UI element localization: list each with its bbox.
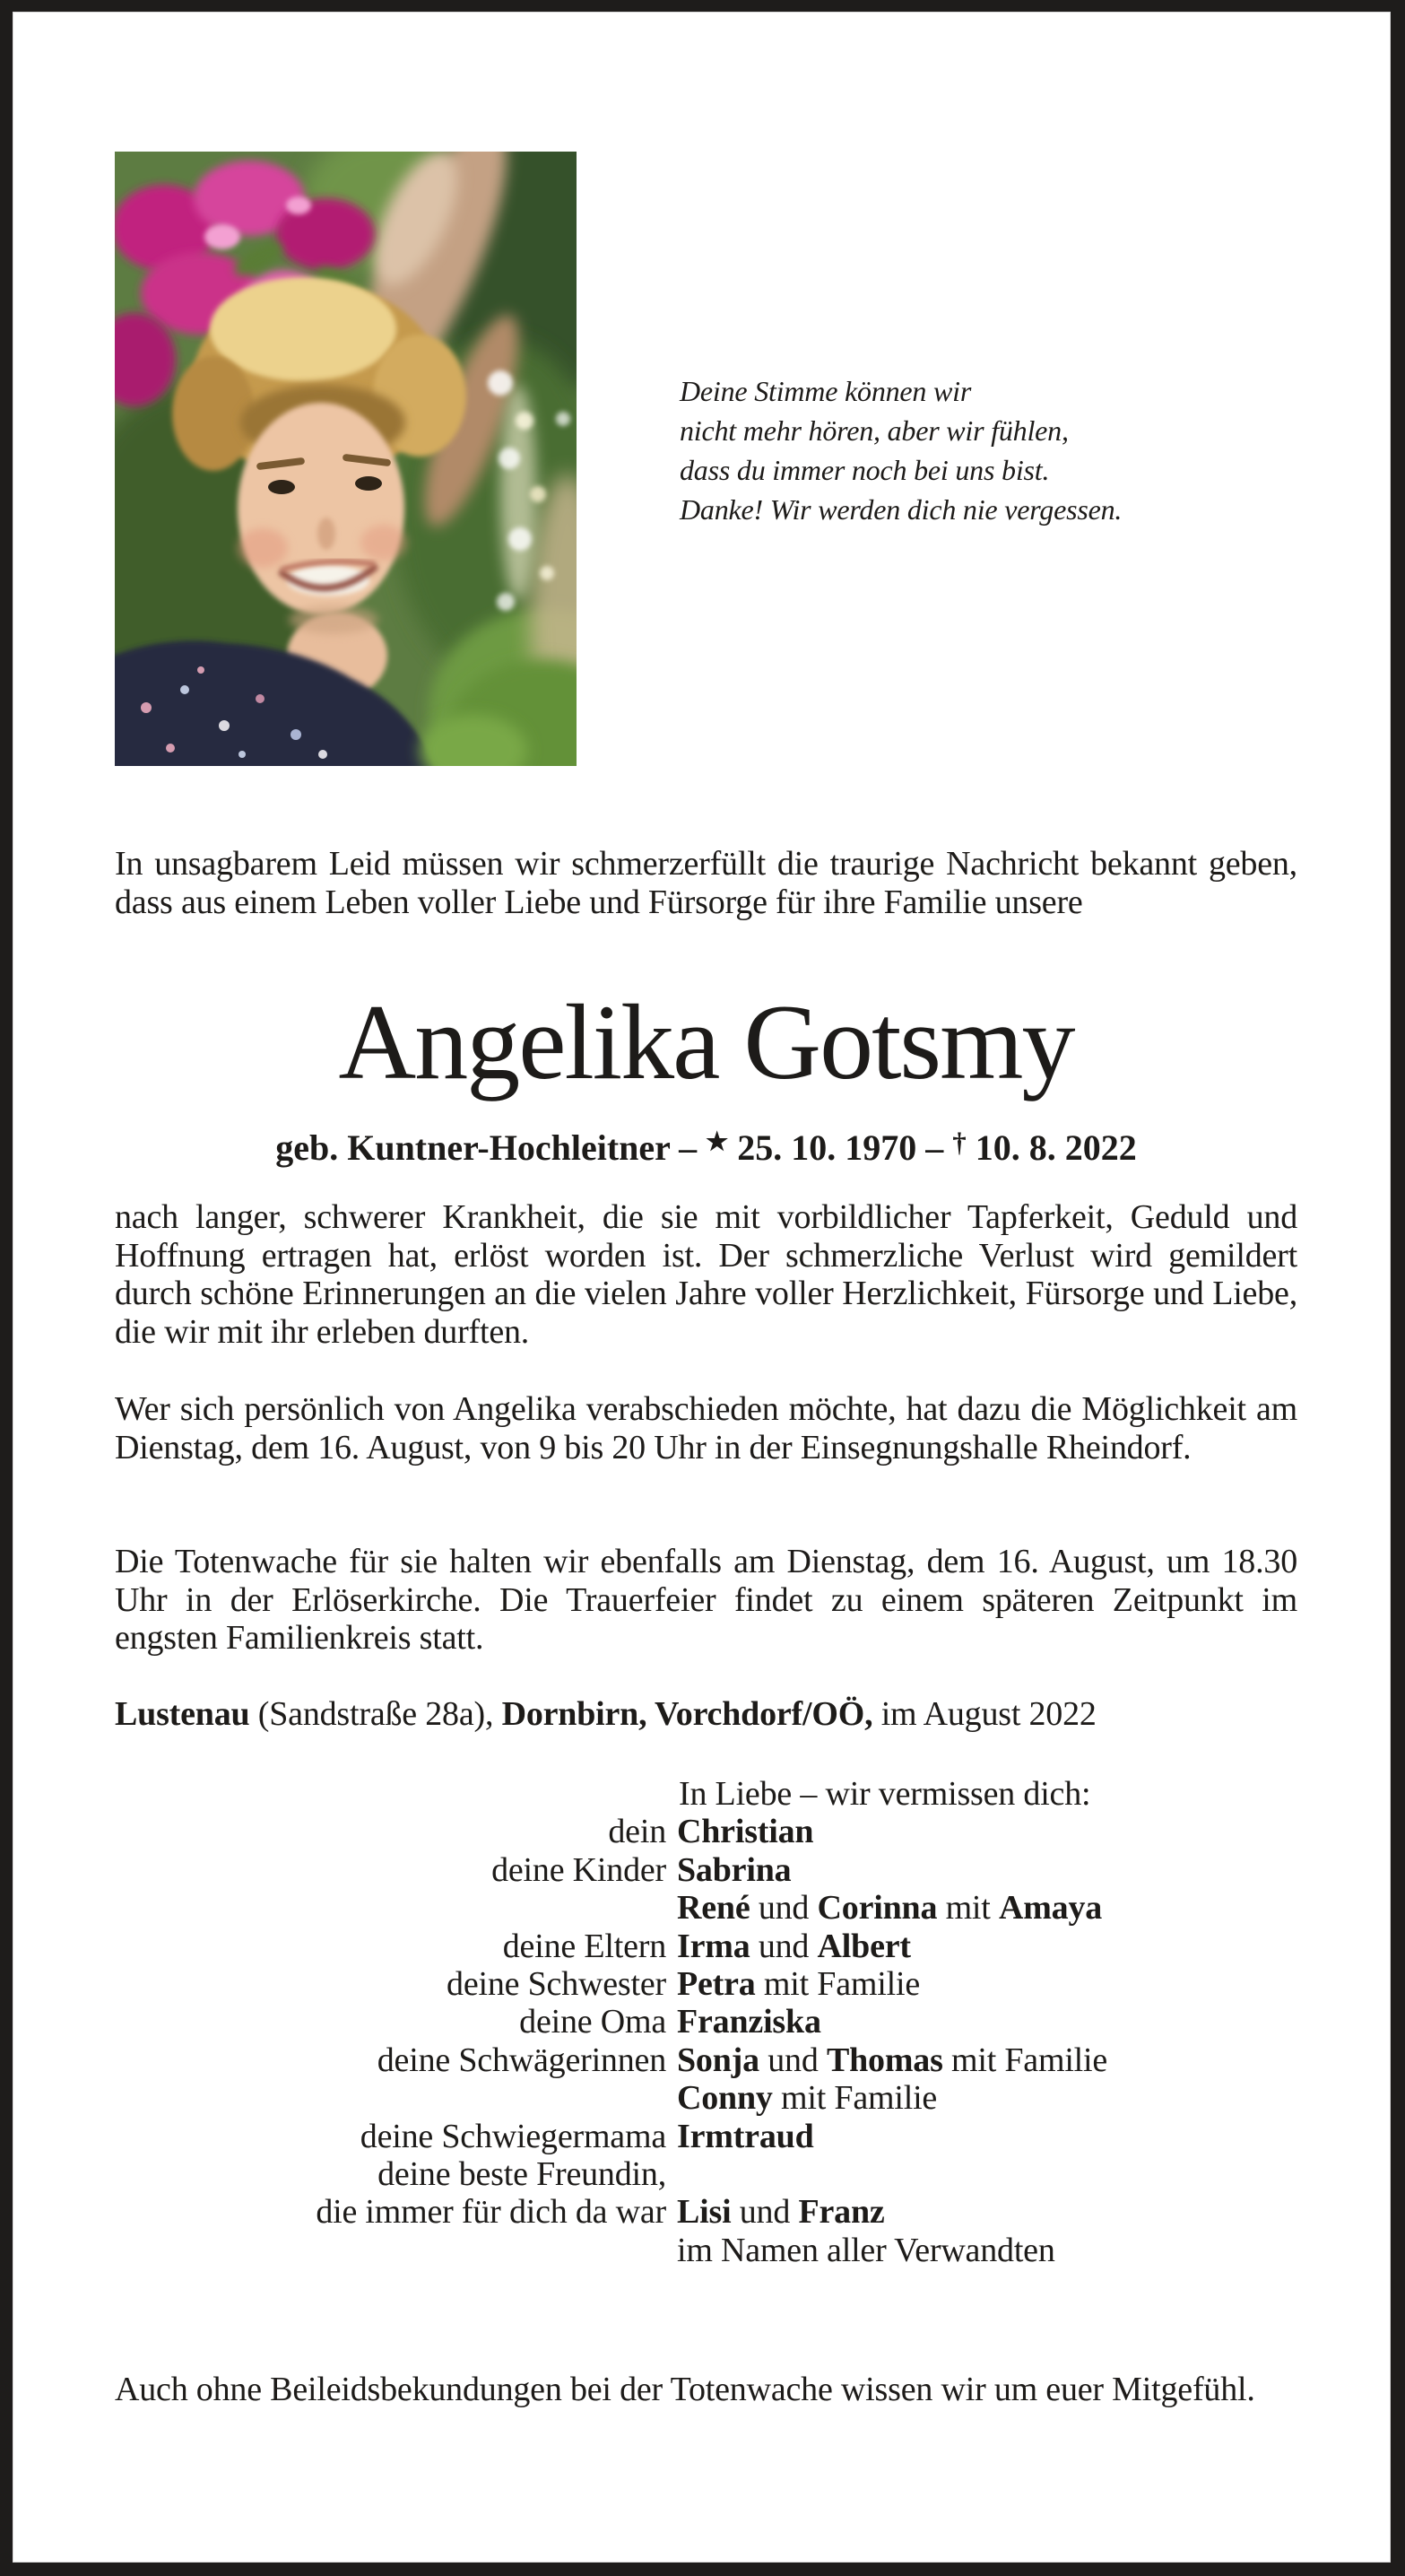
mourner-label: [115, 1889, 666, 1927]
mourner-name: mit: [937, 1889, 999, 1928]
mourner-names: [677, 2003, 821, 2041]
mourner-name: und: [750, 1889, 818, 1928]
mourners-heading: In Liebe – wir vermissen dich:: [679, 1775, 1091, 1813]
mourner-names: [677, 1851, 791, 1889]
mourner-label: deine Oma: [519, 2003, 666, 2041]
mourner-name: Albert: [817, 1927, 911, 1965]
quote-line: Deine Stimme können wir: [680, 375, 972, 407]
mourner-row: [115, 2118, 1297, 2155]
mourner-row: [115, 1851, 1297, 1889]
death-date: 10. 8. 2022: [966, 1127, 1137, 1168]
mourner-label: deine Schwägerinnen: [377, 2041, 666, 2079]
maiden-name: geb. Kuntner-Hochleitner –: [275, 1127, 707, 1168]
birth-date: 25. 10. 1970 –: [728, 1127, 953, 1168]
mourners-rows: [115, 1813, 1297, 2269]
mourner-name: mit Familie: [755, 1965, 920, 2004]
mourner-name: Conny: [677, 2079, 773, 2118]
places-segment: im August 2022: [872, 1695, 1097, 1733]
places-segment: Lustenau: [115, 1695, 250, 1733]
mourner-row: [115, 2041, 1297, 2079]
mourner-names: [677, 2193, 885, 2231]
memorial-quote: [680, 371, 1122, 529]
mourner-name: und: [759, 2041, 827, 2079]
mourner-name: Irma: [677, 1927, 750, 1965]
mourner-names: [677, 2118, 814, 2155]
mourner-row: [115, 1813, 1297, 1850]
mourner-row: [115, 2193, 1297, 2231]
mourner-name: Amaya: [998, 1889, 1103, 1928]
mourner-label: [115, 2232, 666, 2269]
notice-sheet: [13, 12, 1391, 2563]
body-paragraph: nach langer, schwerer Krankheit, die sie mit vorbildlicher Tapferkeit, Geduld und Hoffnung ertragen hat, erlöst worden ist. Der schmerzliche Verlust wird gemildert durch schöne Erinnerungen an die vielen Jahre voller Herzlichkeit, Fürsorge und Liebe, die wir mit ihr erleben durften.: [115, 1198, 1297, 1351]
mourner-row: [115, 1889, 1297, 1927]
mourner-label: [115, 2079, 666, 2117]
mourner-label: die immer für dich da war: [316, 2193, 666, 2232]
quote-line: dass du immer noch bei uns bist.: [680, 454, 1050, 486]
mourner-row: [115, 2155, 1297, 2193]
mourner-label: dein: [608, 1813, 666, 1851]
mourner-name: Sabrina: [677, 1850, 792, 1889]
mourner-row: [115, 2232, 1297, 2269]
places-segment: (Sandstraße 28a),: [249, 1695, 502, 1733]
mourner-row: [115, 1928, 1297, 1965]
name-subtitle: [115, 1123, 1297, 1168]
deceased-name: Angelika Gotsmy: [338, 982, 1074, 1101]
portrait-photo-image: [115, 152, 577, 766]
mourner-name: René: [677, 1889, 750, 1928]
closing-paragraph: Auch ohne Beileidsbekundungen bei der Totenwache wissen wir um euer Mitgefühl.: [115, 2371, 1255, 2408]
birth-star-icon: ★: [706, 1128, 729, 1156]
mourner-row: [115, 2079, 1297, 2117]
mourner-names: [677, 1965, 920, 2003]
mourner-name: und: [731, 2193, 799, 2232]
mourner-names: [677, 1889, 1102, 1927]
mourner-names: [677, 2232, 1055, 2269]
mourner-name: Christian: [677, 1813, 814, 1851]
mourner-names: [677, 1928, 911, 1965]
places-line: [115, 1695, 1297, 1734]
mourner-name: Franziska: [677, 2003, 821, 2041]
body-paragraph: Die Totenwache für sie halten wir ebenfalls am Dienstag, dem 16. August, um 18.30 Uhr in der Erlöserkirche. Die Trauerfeier findet zu einem späteren Zeitpunkt im engsten Familienkreis statt.: [115, 1543, 1297, 1657]
mourner-names: [677, 2041, 1107, 2079]
mourner-names: [677, 2079, 937, 2117]
mourner-name: Petra: [677, 1965, 756, 2004]
mourner-label: deine Kinder: [491, 1850, 666, 1889]
mourner-label: deine beste Freundin,: [377, 2155, 666, 2194]
portrait-photo: [115, 152, 577, 766]
mourner-name: Lisi: [677, 2193, 732, 2232]
mourner-name: und: [750, 1927, 818, 1965]
body-paragraph: Wer sich persönlich von Angelika verabschieden möchte, hat dazu die Möglichkeit am Dienstag, dem 16. August, von 9 bis 20 Uhr in der Einsegnungshalle Rheindorf.: [115, 1390, 1297, 1466]
mourners-block: [115, 1775, 1297, 2269]
mourner-name: mit Familie: [772, 2079, 938, 2118]
mourner-name: mit Familie: [942, 2041, 1108, 2079]
mourner-name: Franz: [798, 2193, 885, 2232]
mourner-row: [115, 1965, 1297, 2003]
mourner-label: deine Schwiegermama: [360, 2117, 666, 2155]
mourner-name: Thomas: [826, 2041, 943, 2079]
intro-paragraph: In unsagbarem Leid müssen wir schmerzerfüllt die traurige Nachricht bekannt geben, dass aus einem Leben voller Liebe und Fürsorge für ihre Familie unsere: [115, 845, 1297, 921]
places-segment: Dornbirn, Vorchdorf/OÖ,: [501, 1695, 873, 1733]
mourner-names: [677, 1813, 813, 1850]
mourner-label: deine Eltern: [502, 1927, 666, 1965]
mourner-row: [115, 2003, 1297, 2041]
death-dagger-icon: †: [952, 1127, 967, 1158]
mourner-name: Irmtraud: [677, 2117, 814, 2155]
mourner-label: deine Schwester: [447, 1965, 666, 2004]
quote-line: Danke! Wir werden dich nie vergessen.: [680, 493, 1123, 526]
quote-line: nicht mehr hören, aber wir fühlen,: [680, 414, 1069, 447]
mourner-name: Sonja: [677, 2041, 759, 2079]
mourner-name: im Namen aller Verwandten: [677, 2231, 1055, 2269]
mourner-name: Corinna: [817, 1889, 938, 1928]
